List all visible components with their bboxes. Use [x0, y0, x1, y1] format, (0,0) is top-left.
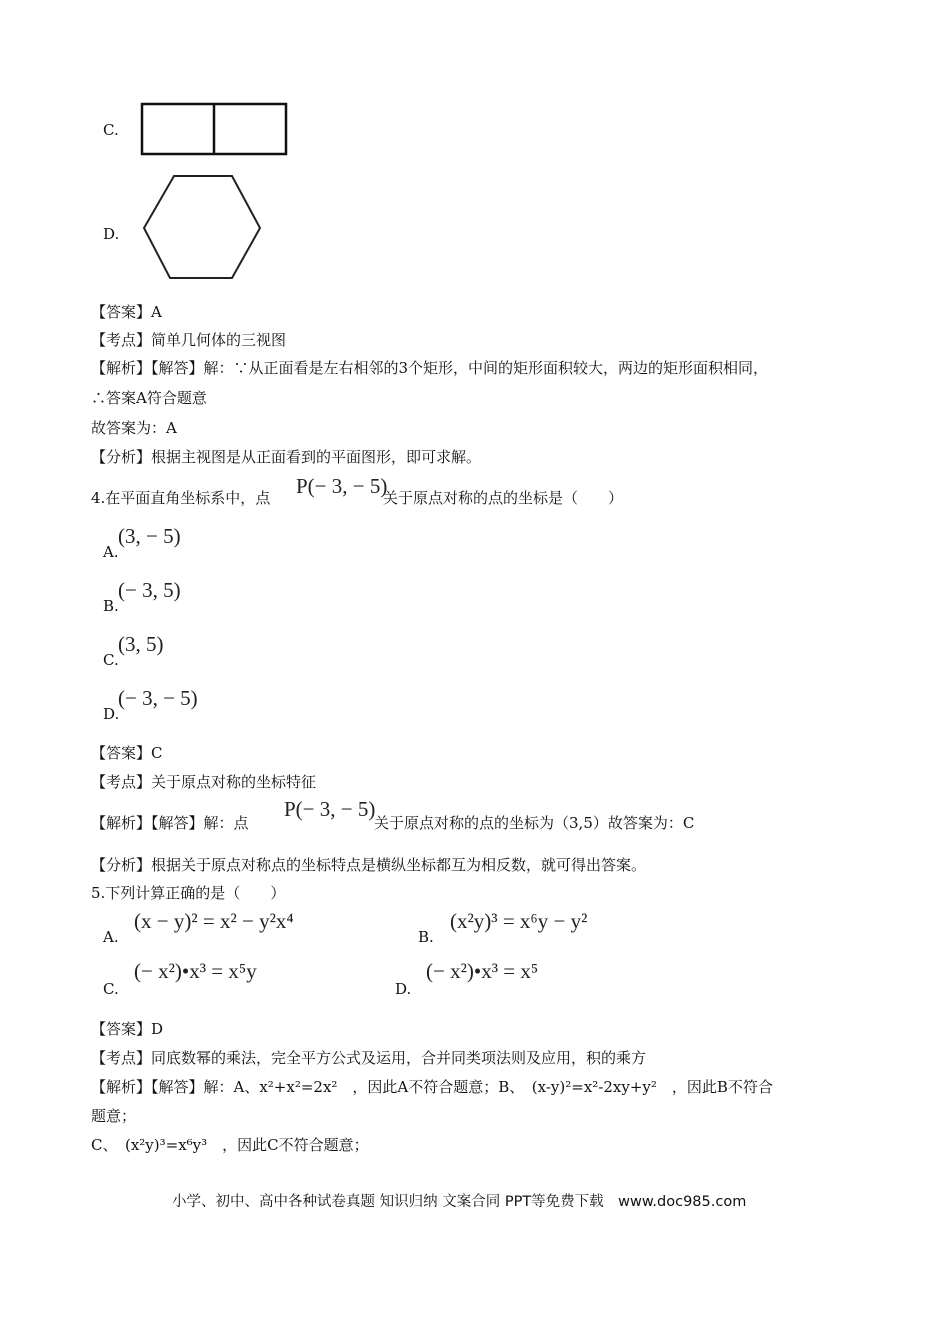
q5-option-b-expr: (x²y)³ = x⁶y − y²: [450, 909, 588, 933]
option-c-figure: [140, 102, 288, 156]
q4-option-d-label: D.: [103, 705, 120, 723]
q3-analysis-line1: 【解析】【解答】解：∵从正面看是左右相邻的3个矩形，中间的矩形面积较大，两边的矩形面积相同，: [91, 359, 769, 377]
q5-option-a-expr: (x − y)² = x² − y²x⁴: [134, 909, 294, 933]
option-d-label: D.: [103, 225, 120, 243]
q4-stem-suffix: 关于原点对称的点的坐标是（ ）: [383, 489, 624, 507]
q5-option-c-label: C.: [103, 980, 119, 998]
q4-analysis-prefix: 【解析】【解答】解：点: [91, 814, 249, 832]
option-d-figure: [140, 172, 264, 282]
q5-option-b-label: B.: [418, 928, 434, 946]
q3-analysis-line2: ∴答案A符合题意: [91, 389, 207, 407]
q5-answer: 【答案】D: [91, 1020, 164, 1038]
q4-option-a-expr: (3, − 5): [118, 524, 181, 548]
q5-option-c-expr: (− x²)•x³ = x⁵y: [134, 959, 257, 983]
q4-answer: 【答案】C: [91, 744, 163, 762]
q3-conclusion: 故答案为：A: [91, 419, 177, 437]
q5-stem: 5.下列计算正确的是（ ）: [91, 884, 286, 902]
q4-reasoning: 【分析】根据关于原点对称点的坐标特点是横纵坐标都互为相反数，就可得出答案。: [91, 856, 647, 874]
q4-analysis-point: P(− 3, − 5): [284, 797, 376, 821]
q5-option-d-label: D.: [395, 980, 412, 998]
q3-topic: 【考点】简单几何体的三视图: [91, 331, 287, 349]
q5-analysis-line3: C、 (x²y)³=x⁶y³ ，因此C不符合题意；: [91, 1136, 369, 1154]
q4-option-b-expr: (− 3, 5): [118, 578, 181, 602]
q3-answer: 【答案】A: [91, 303, 162, 321]
q4-option-d-expr: (− 3, − 5): [118, 686, 198, 710]
q4-point-expr: P(− 3, − 5): [296, 474, 388, 498]
q4-option-a-label: A.: [103, 543, 119, 561]
option-c-label: C.: [103, 121, 119, 139]
q5-option-d-expr: (− x²)•x³ = x⁵: [426, 959, 539, 983]
page-footer: 小学、初中、高中各种试卷真题 知识归纳 文案合同 PPT等免费下载 www.doc985.com: [172, 1194, 747, 1210]
q4-option-b-label: B.: [103, 597, 119, 615]
q3-reasoning: 【分析】根据主视图是从正面看到的平面图形，即可求解。: [91, 448, 482, 466]
q4-option-c-expr: (3, 5): [118, 632, 164, 656]
q4-analysis-suffix: 关于原点对称的点的坐标为（3,5）故答案为：C: [374, 814, 695, 832]
q4-stem-prefix: 4.在平面直角坐标系中，点: [91, 489, 271, 507]
q5-analysis-line1: 【解析】【解答】解：A、x²+x²=2x² ，因此A不符合题意；B、 (x-y)²=x²-2xy+y² ，因此B不符合: [91, 1078, 773, 1096]
q4-option-c-label: C.: [103, 651, 119, 669]
q5-topic: 【考点】同底数幂的乘法，完全平方公式及运用，合并同类项法则及应用，积的乘方: [91, 1049, 647, 1067]
q4-topic: 【考点】关于原点对称的坐标特征: [91, 773, 317, 791]
q5-analysis-line2: 题意；: [91, 1107, 137, 1125]
q5-option-a-label: A.: [103, 928, 119, 946]
